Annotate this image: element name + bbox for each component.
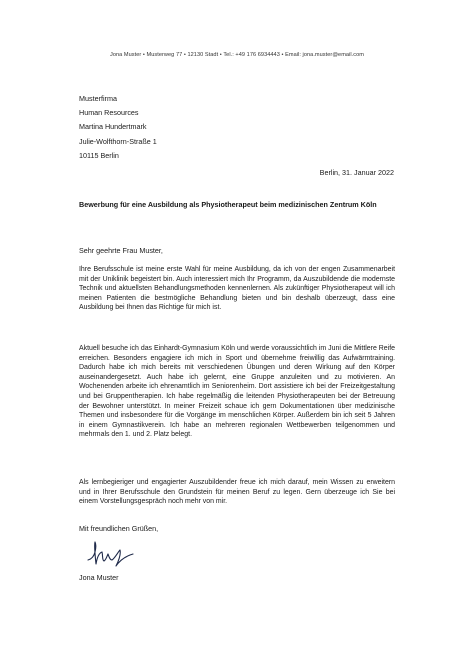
- letter-date: Berlin, 31. Januar 2022: [319, 168, 394, 177]
- body-paragraph-1: Ihre Berufsschule ist meine erste Wahl für meine Ausbildung, da ich von der engen Zusammenarbeit mit der Uniklinik begeistert bin. Auch interessiert mich Ihr Programm, da Auszubildende die modernste Technik und aktuellsten Behandlungsmethoden kennenlernen. Als zukünftiger Physiotherapeut will ich meinen Patienten die bestmögliche Behandlung bieten und bin deshalb überzeugt, dass eine Ausbildung bei Ihnen das Richtige für mich ist.: [79, 266, 395, 312]
- body-paragraph-3: Als lernbegieriger und engagierter Auszubildender freue ich mich darauf, mein Wissen zu erweitern und in Ihrer Berufsschule den Grundstein für meinen Beruf zu legen. Gern überzeuge ich Sie bei einem Vorstellungsgespräch noch mehr von mir.: [79, 479, 395, 506]
- signer-name: Jona Muster: [79, 573, 119, 582]
- recipient-street: Julie-Wolfthorn-Straße 1: [79, 136, 157, 146]
- handwritten-signature: [86, 538, 136, 568]
- letter-subject: Bewerbung für eine Ausbildung als Physiotherapeut beim medizinischen Zentrum Köln: [79, 200, 377, 209]
- recipient-department: Human Resources: [79, 108, 139, 118]
- closing-phrase: Mit freundlichen Grüßen,: [79, 524, 159, 533]
- recipient-address-block: [79, 92, 157, 163]
- recipient-company: Musterfirma: [79, 94, 117, 103]
- recipient-city: 10115 Berlin: [79, 150, 119, 160]
- recipient-contact: Martina Hundertmark: [79, 122, 147, 132]
- body-paragraph-2: Aktuell besuche ich das Einhardt-Gymnasium Köln und werde voraussichtlich im Juni die Mittlere Reife erreichen. Besonders engagiere ich mich in Sport und übernehme freiwillig das Aufwärmtraining. Dadurch habe ich mich bereits mit verschiedenen Übungen und deren Wirkung auf den Körper auseinandergesetzt. Auch habe ich gelernt, eine Gruppe anzuleiten und zu motivieren. An Wochenenden arbeite ich ehrenamtlich im Seniorenheim. Dort assistiere ich bei der Freizeitgestaltung und bei Gruppentherapien. Ich habe regelmäßig die leitenden Physiotherapeuten bei der Betreuung der Bewohner unterstützt. In meiner Freizeit schaue ich gern Dokumentationen über medizinische Themen und insbesondere für die Vorgänge im menschlichen Körper. Außerdem bin ich seit 5 Jahren in einem Gymnastikverein. Ich habe an mehreren regionalen Wettbewerben teilgenommen und mehrmals den 1. und 2. Platz belegt.: [79, 345, 395, 439]
- salutation: Sehr geehrte Frau Muster,: [79, 246, 163, 255]
- sender-address-line: Jona Muster • Musterweg 77 • 12130 Stadt • Tel.: +49 176 6934443 • Email: jona.muster@email.com: [109, 52, 364, 58]
